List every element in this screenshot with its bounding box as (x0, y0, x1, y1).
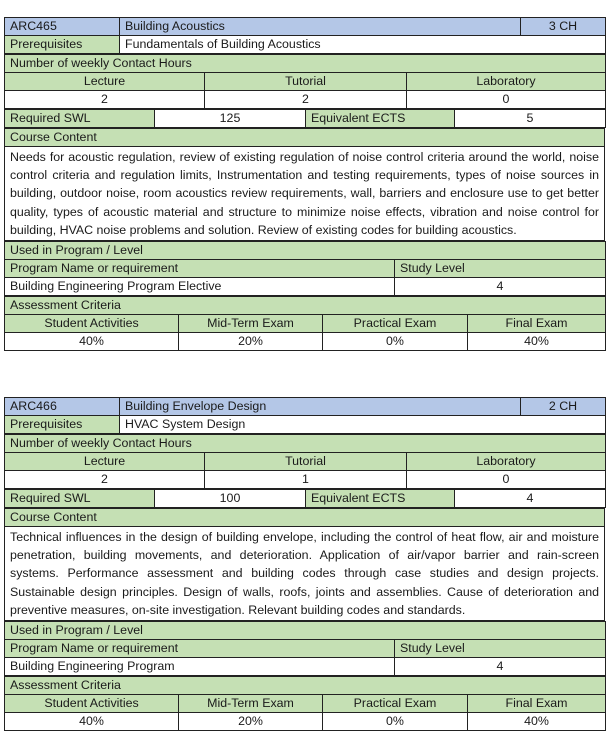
credit-hours: 3 CH (521, 18, 606, 36)
prerequisites-label: Prerequisites (5, 416, 120, 434)
program-name-value: Building Engineering Program (5, 658, 395, 676)
program-header-row (5, 640, 606, 658)
course-code: ARC466 (5, 398, 120, 416)
course-content-label: Course Content (5, 129, 605, 147)
swl-label: Required SWL (5, 490, 155, 508)
midterm-exam-header: Mid-Term Exam (179, 695, 323, 713)
lecture-value: 2 (5, 91, 205, 109)
study-level-header: Study Level (395, 640, 606, 658)
lecture-value: 2 (5, 471, 205, 489)
assessment-header-row (5, 315, 606, 333)
course-header-table (4, 397, 606, 434)
tutorial-value: 1 (205, 471, 407, 489)
program-table (4, 621, 606, 676)
contact-hours-table (4, 54, 606, 109)
laboratory-value: 0 (407, 471, 606, 489)
course-title: Building Envelope Design (120, 398, 521, 416)
practical-exam-header: Practical Exam (323, 315, 468, 333)
contact-hours-label: Number of weekly Contact Hours (5, 55, 606, 73)
student-activities-value: 40% (5, 713, 179, 731)
final-exam-value: 40% (468, 333, 606, 351)
lecture-header: Lecture (5, 453, 205, 471)
prerequisites-value: Fundamentals of Building Acoustics (120, 36, 606, 54)
prerequisites-row (5, 416, 606, 434)
program-name-header: Program Name or requirement (5, 260, 395, 278)
program-label: Used in Program / Level (5, 622, 606, 640)
program-name-value: Building Engineering Program Elective (5, 278, 395, 296)
ects-value: 4 (455, 490, 606, 508)
swl-value: 100 (155, 490, 306, 508)
course-content-table (4, 508, 605, 621)
contact-hours-header-row (5, 73, 606, 91)
swl-label: Required SWL (5, 110, 155, 128)
program-name-header: Program Name or requirement (5, 640, 395, 658)
tutorial-header: Tutorial (205, 453, 407, 471)
midterm-exam-header: Mid-Term Exam (179, 315, 323, 333)
assessment-header-row (5, 695, 606, 713)
lecture-header: Lecture (5, 73, 205, 91)
swl-row (5, 490, 606, 508)
study-level-header: Study Level (395, 260, 606, 278)
laboratory-header: Laboratory (407, 73, 606, 91)
course-content-text: Technical influences in the design of building envelope, including the control of heat flow, air and moisture penetration, building movements, and deterioration. Application of air/vapor barrier and rain-screen systems. Performance assessment and building codes through case studies and design projects. Sustainable design principles. Design of walls, roofs, joints and assemblies. Cause of deterioration and preventive measures, on-site investigation. Relevant building codes and standards. (5, 527, 605, 621)
study-level-value: 4 (395, 278, 606, 296)
ects-label: Equivalent ECTS (306, 110, 455, 128)
laboratory-header: Laboratory (407, 453, 606, 471)
course-title-row (5, 18, 606, 36)
course-code: ARC465 (5, 18, 120, 36)
tutorial-value: 2 (205, 91, 407, 109)
final-exam-value: 40% (468, 713, 606, 731)
course-card-arc466 (4, 397, 605, 731)
swl-table (4, 109, 606, 128)
final-exam-header: Final Exam (468, 315, 606, 333)
assessment-value-row (5, 333, 606, 351)
practical-exam-header: Practical Exam (323, 695, 468, 713)
swl-table (4, 489, 606, 508)
contact-hours-value-row (5, 471, 606, 489)
contact-hours-value-row (5, 91, 606, 109)
course-content-text: Needs for acoustic regulation, review of existing regulation of noise control criteria around the world, noise control criteria and regulation limits, Instrumentation and testing requirements, types of noise sources in building, outdoor noise, room acoustics review requirements, wall, barriers and enclosure use to get better quality, types of acoustic material and structure to minimize noise effects, vibration and noise control for building, HVAC noise problems and solution. Review of existing codes for building acoustics. (5, 147, 605, 241)
midterm-exam-value: 20% (179, 713, 323, 731)
contact-hours-label: Number of weekly Contact Hours (5, 435, 606, 453)
course-content-table (4, 128, 605, 241)
contact-hours-header-row (5, 453, 606, 471)
swl-value: 125 (155, 110, 306, 128)
student-activities-header: Student Activities (5, 695, 179, 713)
course-title: Building Acoustics (120, 18, 521, 36)
study-level-value: 4 (395, 658, 606, 676)
contact-hours-table (4, 434, 606, 489)
midterm-exam-value: 20% (179, 333, 323, 351)
ects-label: Equivalent ECTS (306, 490, 455, 508)
assessment-label: Assessment Criteria (5, 297, 606, 315)
tutorial-header: Tutorial (205, 73, 407, 91)
practical-exam-value: 0% (323, 713, 468, 731)
assessment-label: Assessment Criteria (5, 677, 606, 695)
assessment-value-row (5, 713, 606, 731)
course-content-label: Course Content (5, 509, 605, 527)
prerequisites-value: HVAC System Design (120, 416, 606, 434)
prerequisites-label: Prerequisites (5, 36, 120, 54)
course-card-arc465 (4, 17, 605, 351)
practical-exam-value: 0% (323, 333, 468, 351)
final-exam-header: Final Exam (468, 695, 606, 713)
credit-hours: 2 CH (521, 398, 606, 416)
student-activities-value: 40% (5, 333, 179, 351)
course-header-table (4, 17, 606, 54)
course-title-row (5, 398, 606, 416)
prerequisites-row (5, 36, 606, 54)
program-value-row (5, 278, 606, 296)
student-activities-header: Student Activities (5, 315, 179, 333)
swl-row (5, 110, 606, 128)
laboratory-value: 0 (407, 91, 606, 109)
program-value-row (5, 658, 606, 676)
assessment-table (4, 296, 606, 351)
assessment-table (4, 676, 606, 731)
program-table (4, 241, 606, 296)
ects-value: 5 (455, 110, 606, 128)
program-label: Used in Program / Level (5, 242, 606, 260)
program-header-row (5, 260, 606, 278)
